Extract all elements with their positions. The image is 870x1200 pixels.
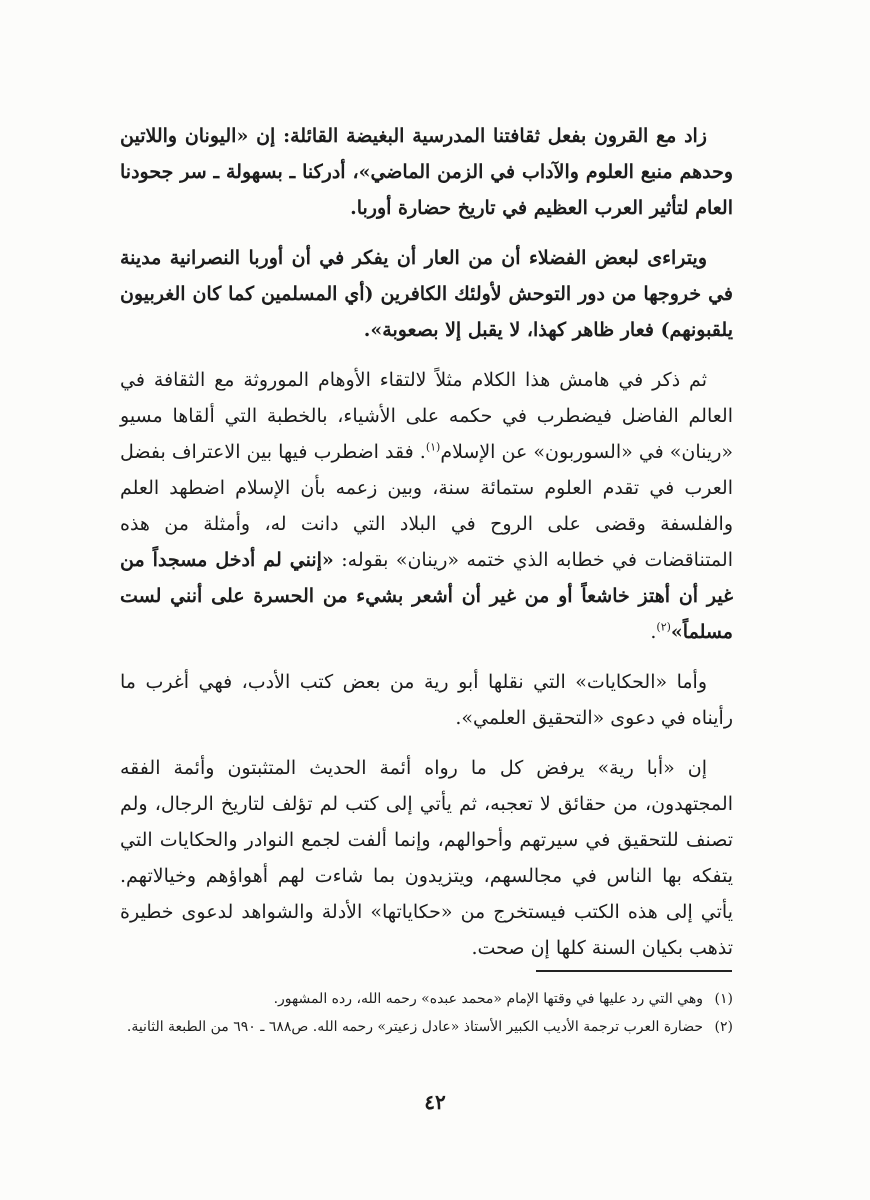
- footnote-2: [120, 1014, 733, 1040]
- footnote-number: (٢): [714, 1019, 733, 1035]
- footnote-number: (١): [714, 991, 733, 1007]
- paragraph-3-end: .: [650, 621, 657, 643]
- paragraph-2: ويتراءى لبعض الفضلاء أن من العار أن يفكر في أن أوربا النصرانية مدينة في خروجها من دور التوحش لأولئك الكافرين (أي المسلمين كما كان الغربيون يلقبونهم) فعار ظاهر كهذا، لا يقبل إلا بصعوبة».: [120, 247, 733, 341]
- footnote-divider: [536, 970, 732, 972]
- footnote-ref-1: (١): [425, 440, 441, 454]
- paragraph-3-text-a: ثم ذكر في هامش هذا الكلام مثلاً لالتقاء الأوهام الموروثة مع الثقافة في العالم الفاضل فيضطرب في حكمه على الأشياء، بالخطبة التي ألقاها مسيو «رينان» في «السوربون» عن الإسلام: [120, 369, 733, 463]
- paragraph-3-text-b: . فقد اضطرب فيها بين الاعتراف بفضل العرب في تقدم العلوم ستمائة سنة، وبين زعمه بأن الإسلام اضطهد العلم والفلسفة وقضى على الروح في البلاد التي دانت له، وأمثلة من هذه المتناقضات في خطابه الذي ختمه «رينان» بقوله:: [120, 441, 733, 571]
- footnote-1: [120, 986, 733, 1012]
- renan-quote: «إنني لم أدخل مسجداً من غير أن أهتز خاشعاً أو من غير أن أشعر بشيء من الحسرة على أنني لست مسلماً»: [120, 549, 733, 643]
- paragraph-4: وأما «الحكايات» التي نقلها أبو رية من بعض كتب الأدب، فهي أغرب ما رأيناه في دعوى «التحقيق العلمي».: [120, 671, 733, 729]
- main-text: [120, 118, 733, 980]
- footnote-text: وهي التي رد عليها في وقتها الإمام «محمد عبده» رحمه الله، رده المشهور.: [273, 991, 703, 1007]
- footnote-text: حضارة العرب ترجمة الأديب الكبير الأستاذ «عادل زعيتر» رحمه الله. ص٦٨٨ ـ ٦٩٠ من الطبعة الثانية.: [126, 1019, 703, 1035]
- footnote-ref-2: (٢): [656, 620, 671, 634]
- page-number: ٤٢: [424, 1090, 446, 1114]
- footnotes: [120, 986, 733, 1042]
- paragraph-1: زاد مع القرون بفعل ثقافتنا المدرسية البغيضة القائلة: إن «اليونان واللاتين وحدهم منبع العلوم والآداب في الزمن الماضي»، أدركنا ـ بسهولة ـ سر جحودنا العام لتأثير العرب العظيم في تاريخ حضارة أوربا.: [120, 125, 733, 219]
- paragraph-5: إن «أبا رية» يرفض كل ما رواه أئمة الحديث المتثبتون وأئمة الفقه المجتهدون، من حقائق لا تعجبه، ثم يأتي إلى كتب لم تؤلف لتاريخ الرجال، ولم تصنف للتحقيق في سيرتهم وأحوالهم، وإنما ألفت لجمع النوادر والحكايات التي يتفكه بها الناس في مجالسهم، ويتزيدون بما شاءت لهم أهواؤهم وخيالاتهم. يأتي إلى هذه الكتب فيستخرج من «حكاياتها» الأدلة والشواهد لدعوى خطيرة تذهب بكيان السنة كلها إن صحت.: [120, 757, 733, 959]
- paragraph-3: [120, 362, 733, 650]
